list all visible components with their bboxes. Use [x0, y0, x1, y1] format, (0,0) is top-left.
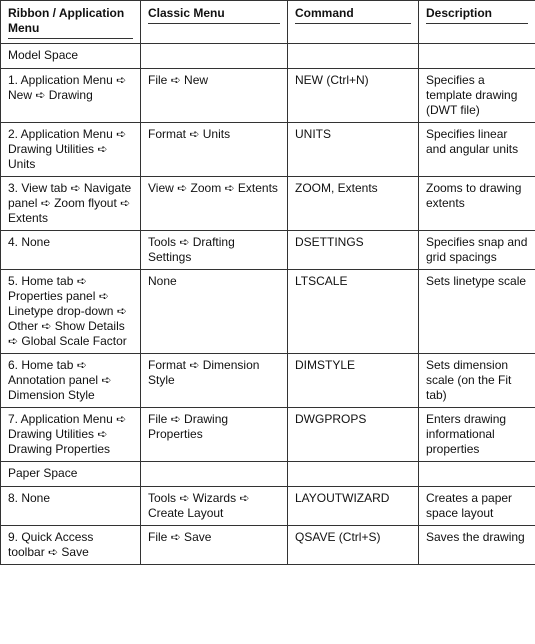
cell-classic-menu: Format ➪ Units — [141, 123, 288, 177]
cell-command: DIMSTYLE — [288, 354, 419, 408]
empty-cell — [141, 462, 288, 487]
cell-command: ZOOM, Extents — [288, 177, 419, 231]
table-row — [1, 231, 535, 270]
cell-ribbon: 1. Application Menu ➪ New ➪ Drawing — [1, 69, 141, 123]
cell-classic-menu: View ➪ Zoom ➪ Extents — [141, 177, 288, 231]
cell-command: LTSCALE — [288, 270, 419, 354]
cell-command: UNITS — [288, 123, 419, 177]
empty-cell — [288, 44, 419, 69]
header-command: Command — [288, 1, 419, 44]
cell-ribbon: 6. Home tab ➪ Annotation panel ➪ Dimension Style — [1, 354, 141, 408]
cell-classic-menu: None — [141, 270, 288, 354]
cell-classic-menu: Tools ➪ Wizards ➪ Create Layout — [141, 487, 288, 526]
header-description: Description — [419, 1, 535, 44]
section-label: Model Space — [1, 44, 141, 69]
empty-cell — [288, 462, 419, 487]
cell-description: Specifies snap and grid spacings — [419, 231, 535, 270]
table-row — [1, 177, 535, 231]
cell-description: Sets dimension scale (on the Fit tab) — [419, 354, 535, 408]
cell-ribbon: 3. View tab ➪ Navigate panel ➪ Zoom flyout ➪ Extents — [1, 177, 141, 231]
table-body — [1, 44, 535, 565]
section-label: Paper Space — [1, 462, 141, 487]
cell-command: DSETTINGS — [288, 231, 419, 270]
cell-description: Zooms to drawing extents — [419, 177, 535, 231]
cell-ribbon: 4. None — [1, 231, 141, 270]
cell-command: LAYOUTWIZARD — [288, 487, 419, 526]
cell-description: Enters drawing informational properties — [419, 408, 535, 462]
cell-classic-menu: File ➪ Save — [141, 526, 288, 565]
cell-ribbon: 5. Home tab ➪ Properties panel ➪ Linetype drop-down ➪ Other ➪ Show Details ➪ Global Scale Factor — [1, 270, 141, 354]
cell-classic-menu: File ➪ New — [141, 69, 288, 123]
empty-cell — [419, 44, 535, 69]
empty-cell — [141, 44, 288, 69]
cell-command: NEW (Ctrl+N) — [288, 69, 419, 123]
header-row — [1, 1, 535, 44]
cell-ribbon: 7. Application Menu ➪ Drawing Utilities ➪ Drawing Properties — [1, 408, 141, 462]
cell-classic-menu: Tools ➪ Drafting Settings — [141, 231, 288, 270]
cell-ribbon: 8. None — [1, 487, 141, 526]
table-row — [1, 354, 535, 408]
cell-description: Saves the drawing — [419, 526, 535, 565]
section-row — [1, 462, 535, 487]
cell-ribbon: 2. Application Menu ➪ Drawing Utilities ➪ Units — [1, 123, 141, 177]
cell-command: QSAVE (Ctrl+S) — [288, 526, 419, 565]
cell-command: DWGPROPS — [288, 408, 419, 462]
header-classic-menu: Classic Menu — [141, 1, 288, 44]
table-row — [1, 123, 535, 177]
table-row — [1, 408, 535, 462]
header-ribbon: Ribbon / Application Menu — [1, 1, 141, 44]
cell-classic-menu: File ➪ Drawing Properties — [141, 408, 288, 462]
table-row — [1, 526, 535, 565]
cell-classic-menu: Format ➪ Dimension Style — [141, 354, 288, 408]
empty-cell — [419, 462, 535, 487]
table-row — [1, 270, 535, 354]
cell-description: Specifies a template drawing (DWT file) — [419, 69, 535, 123]
cell-description: Specifies linear and angular units — [419, 123, 535, 177]
table-row — [1, 487, 535, 526]
cell-description: Creates a paper space layout — [419, 487, 535, 526]
cell-ribbon: 9. Quick Access toolbar ➪ Save — [1, 526, 141, 565]
cell-description: Sets linetype scale — [419, 270, 535, 354]
section-row — [1, 44, 535, 69]
table-row — [1, 69, 535, 123]
